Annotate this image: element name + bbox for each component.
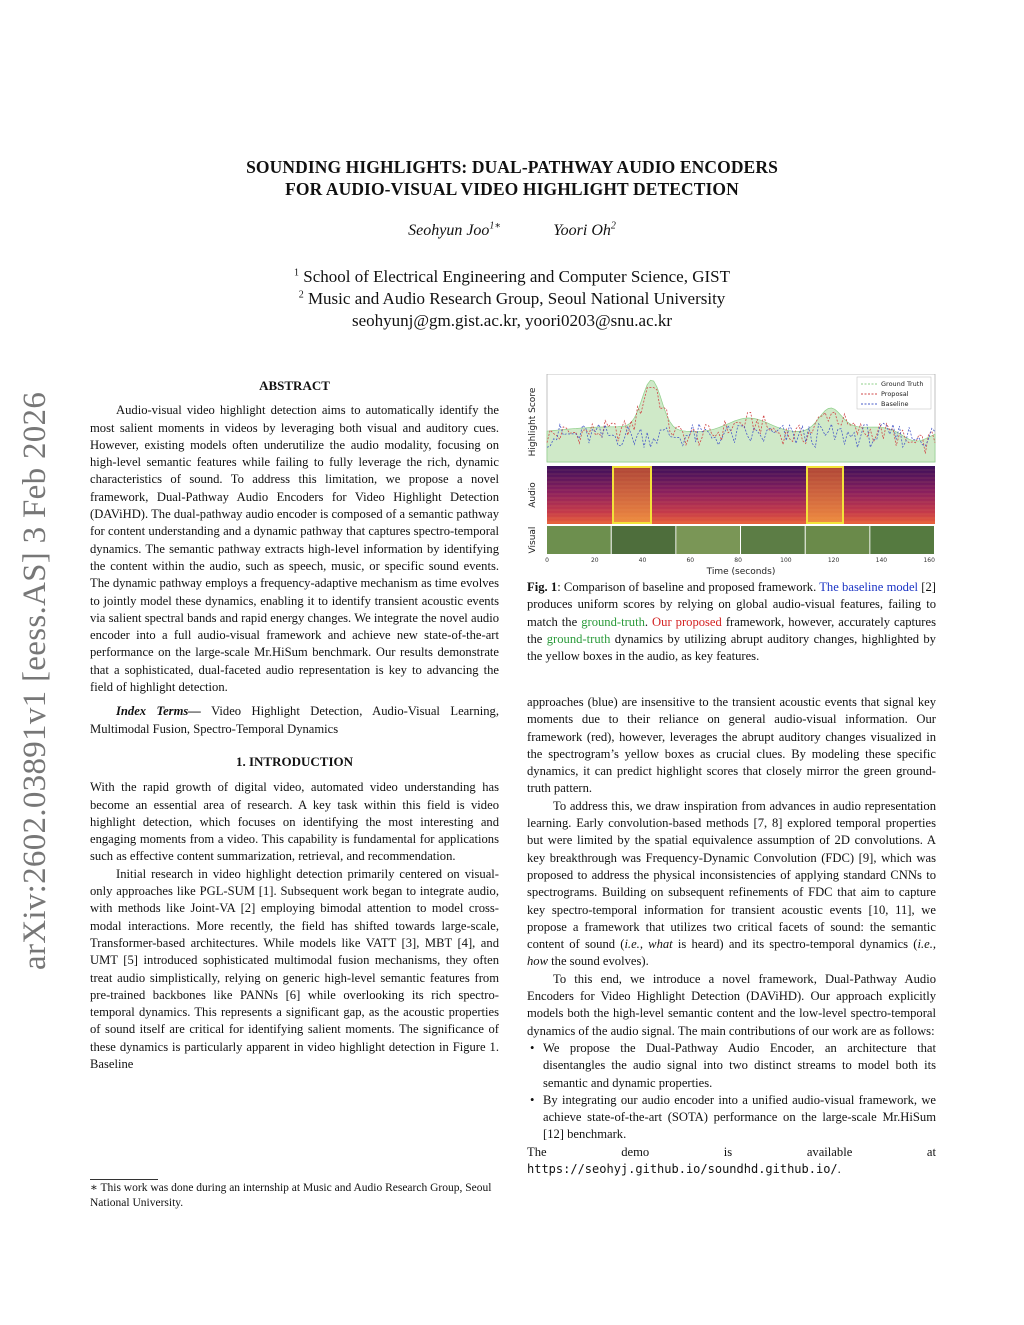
right-paragraph-2: To address this, we draw inspiration from advances in audio representation learning. Early convolution-based methods [7, 8] explored temporal properties but were limited by the spatial equivalence assumption of 2D convolutions. A key breakthrough was Frequency-Dynamic Convolution (FDC) [9], which was proposed to address the physical inconsistencies of applying standard CNNs to spectrograms. Building on subsequent refinements of FDC that aim to capture key spectro-temporal information for transient acoustic events [10, 11], we propose a framework that utilizes two critical facets of sound: the semantic content of sound (i.e., what is heard) and its spectro-temporal dynamics (i.e., how the sound evolves). (527, 798, 937, 969)
x-ticks (545, 557, 935, 564)
paper-title (0, 156, 1024, 200)
left-column (90, 377, 499, 1073)
figure-caption: Fig. 1: Comparison of baseline and proposed framework. The baseline model [2] produces uniform scores by relying on global audio-visual features, failing to match the ground-truth. Our proposed framework, however, accurately captures the ground-truth dynamics by utilizing abrupt auditory changes, highlighted by the yellow boxes in the audio, as key features. (527, 580, 936, 664)
x-tick-label: 160 (923, 557, 935, 564)
video-frame (676, 526, 740, 554)
legend-proposal: Proposal (881, 390, 909, 398)
abstract-text: Audio-visual video highlight detection aims to automatically identify the most salient moments in videos by leveraging both visual and auditory cues. However, existing models often underutilize the audio modality, focusing on high-level semantic features while failing to fully leverage the rich, dynamic characteristics of sound. To address this limitation, we propose a novel framework, Dual-Pathway Audio Encoders for Video Highlight Detection (DAViHD). The dual-pathway audio encoder is composed of a semantic pathway for content understanding and a dynamic pathway that captures spectro-temporal dynamics. The semantic pathway extracts high-level information by identifying the content within the audio, such as speech, music, or specific sound events. The dynamic pathway employs a frequency-adaptive mechanism as time evolves to jointly model these dynamics, enabling it to identify transient acoustic events via salient spectral bands and rapid energy changes. We integrate the novel audio encoder into a full audio-visual framework and achieve new state-of-the-art performance on the large-scale Mr.HiSum benchmark. Our results demonstrate that a sophisticated, dual-faceted audio representation is key to advancing the field of highlight detection. (90, 403, 499, 695)
title-line-1: SOUNDING HIGHLIGHTS: DUAL-PATHWAY AUDIO ENCODERS (246, 157, 778, 177)
ylabel-visual: Visual (528, 526, 538, 554)
demo-line: The demo is available at https://seohyj.github.io/soundhd.github.io/. (527, 1144, 936, 1177)
x-tick-label: 120 (827, 557, 840, 564)
footnote-rule (90, 1179, 158, 1180)
author-1: Seohyun Joo$^{1∗}$ (408, 220, 502, 239)
affiliation-1: $^1$ School of Electrical Engineering and Computer Science, GIST (293, 267, 730, 286)
x-tick-label: 60 (686, 557, 695, 564)
video-frame (547, 526, 611, 554)
footnote: ∗ This work was done during an internship at Music and Audio Research Group, Seoul National University. (90, 1182, 492, 1209)
video-frame (806, 526, 870, 554)
x-tick-label: 80 (734, 557, 742, 564)
xlabel: Time (seconds) (706, 567, 776, 577)
contribution-list (527, 1040, 936, 1144)
right-column (527, 694, 936, 1178)
emails: seohyunj@gm.gist.ac.kr, yoori0203@snu.ac.kr (351, 311, 673, 330)
legend-baseline: Baseline (881, 400, 909, 408)
video-frame (870, 526, 934, 554)
legend (857, 377, 931, 409)
x-tick-label: 40 (638, 557, 647, 564)
ylabel-highlight: Highlight Score (528, 387, 538, 457)
index-terms: Index Terms— Video Highlight Detection, Audio-Visual Learning, Multimodal Fusion, Spectro-Temporal Dynamics (90, 704, 499, 736)
video-frame (612, 526, 676, 554)
intro-paragraph-2: Initial research in video highlight detection primarily centered on visual-only approaches like PGL-SUM [1]. Subsequent work began to integrate audio, with methods like Joint-VA [2] employing bimodal attention to model cross-modal interactions. More recently, the field has shifted towards large-scale, Transformer-based architectures. While models like VATT [3], MBT [4], and UMT [5] introduced sophisticated multimodal fusion mechanisms, they often treat audio simplistically, relying on generic high-level semantic features from pre-trained backbones like PANNs [6] while overlooking its rich spectro-temporal dynamics. This represents a significant gap, as the acoustic properties of sound itself are critical for identifying salient moments. The significance of these dynamics is particularly apparent in video highlight detection in Figure 1. Baseline (90, 866, 499, 1071)
right-paragraph-3: To this end, we introduce a novel framework, Dual-Pathway Audio Encoders for Video Highlight Detection (DAViHD). Our approach explicitly models both the high-level semantic content and the low-level spectro-temporal dynamics of the audio signal. The main contributions of our work are as follows: (527, 971, 936, 1038)
video-frame (741, 526, 805, 554)
ylabel-audio: Audio (528, 482, 538, 508)
affiliation-2: $^2$ Music and Audio Research Group, Seoul National University (298, 289, 726, 308)
author-2: Yoori Oh$^2$ (553, 220, 616, 239)
demo-link[interactable]: https://seohyj.github.io/soundhd.github.io/ (527, 1162, 838, 1177)
authors (0, 222, 1024, 240)
list-item: • We propose the Dual-Pathway Audio Encoder, an architecture that disentangles the audio signal into two distinct streams to model both its semantic and dynamic properties. (527, 1040, 936, 1092)
spectrogram (547, 466, 935, 524)
x-tick-label: 20 (590, 557, 599, 564)
right-paragraph-1: approaches (blue) are insensitive to the transient acoustic events that signal key moments due to their reliance on general audio-visual information. Our framework (red), however, leverages the abrupt auditory changes visualized in the spectrogram’s yellow boxes as crucial clues. By modeling these specific dynamics, it can predict highlight scores that closely mirror the green ground-truth pattern. (527, 695, 936, 796)
x-tick-label: 140 (875, 557, 888, 564)
abstract-heading: ABSTRACT (259, 378, 330, 393)
intro-heading: 1. INTRODUCTION (235, 753, 353, 769)
intro-paragraph-1: With the rapid growth of digital video, automated video understanding has become an essential area of research. A key task within this field is video highlight detection, which focuses on identifying the most interesting and engaging moments from a video. This capability is fundamental for applications such as effective content summarization, retrieval, and recommendation. (90, 780, 499, 864)
title-line-2: FOR AUDIO-VISUAL VIDEO HIGHLIGHT DETECTION (285, 179, 739, 199)
video-frames (547, 526, 934, 554)
figure-1 (525, 374, 937, 578)
x-tick-label: 100 (780, 557, 792, 564)
legend-ground-truth: Ground Truth (881, 380, 924, 388)
list-item: • By integrating our audio encoder into a unified audio-visual framework, we achieve state-of-the-art (SOTA) performance on the large-scale Mr.HiSum [12] benchmark. (527, 1092, 936, 1144)
affiliations (0, 266, 1024, 332)
arxiv-stamp: arXiv:2602.03891v1 [eess.AS] 3 Feb 2026 (17, 391, 53, 970)
x-tick-label: 0 (545, 557, 549, 564)
